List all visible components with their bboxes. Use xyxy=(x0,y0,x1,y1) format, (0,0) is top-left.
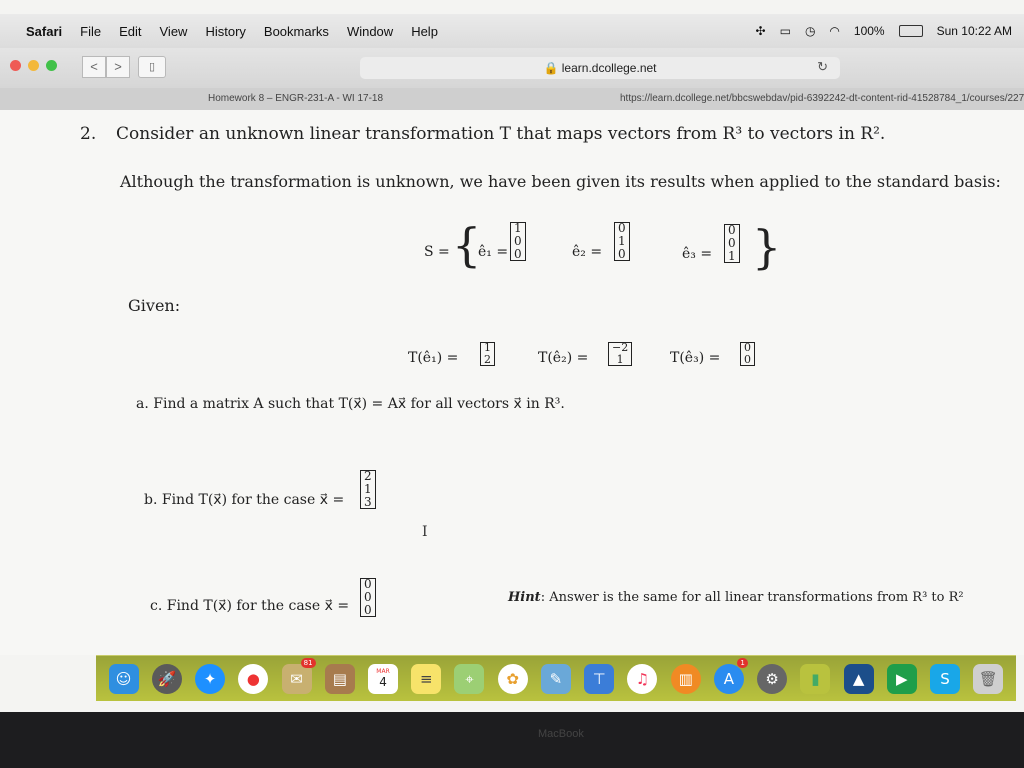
zoom-window-button[interactable] xyxy=(46,60,57,71)
part-c-entry: 0 xyxy=(364,590,372,604)
t3-entry: 0 xyxy=(744,353,751,366)
window-controls xyxy=(10,60,57,71)
dock xyxy=(96,655,1016,701)
e3-entry: 0 xyxy=(728,236,736,250)
e1-entry: 0 xyxy=(514,247,522,261)
question-title: Consider an unknown linear transformation T that maps vectors from R³ to vectors in R². xyxy=(116,124,886,144)
text-cursor-icon: I xyxy=(422,524,428,540)
time-machine-icon[interactable]: ◷ xyxy=(804,24,816,38)
part-a-text: a. Find a matrix A such that T(x⃗) = Ax⃗ for all vectors x⃗ in R³. xyxy=(136,396,565,412)
wifi-icon[interactable]: ◠ xyxy=(829,24,840,38)
menu-help[interactable]: Help xyxy=(411,23,438,39)
t3-entry: 0 xyxy=(744,341,751,354)
skype-icon[interactable]: S xyxy=(930,664,960,694)
t2-vector xyxy=(608,342,632,366)
notes-icon[interactable]: ≡ xyxy=(411,664,441,694)
hint xyxy=(508,590,964,605)
battery-icon[interactable] xyxy=(899,25,923,37)
open-brace-icon: { xyxy=(452,218,482,272)
menu-bookmarks[interactable]: Bookmarks xyxy=(263,23,329,39)
status-area xyxy=(756,14,1012,48)
part-b-entry: 2 xyxy=(364,469,372,483)
page-content xyxy=(0,110,1024,655)
e1-vector xyxy=(510,222,526,261)
battery-percent: 100% xyxy=(853,24,885,38)
e1-entry: 1 xyxy=(514,221,522,235)
macbook-label: MacBook xyxy=(538,728,584,740)
question-number: 2. xyxy=(80,124,97,144)
part-b-entry: 1 xyxy=(364,482,372,496)
e2-entry: 0 xyxy=(618,247,626,261)
t1-entry: 2 xyxy=(484,353,491,366)
t1-vector xyxy=(480,342,495,366)
e3-label: ê₃ = xyxy=(682,246,713,262)
matlab-icon[interactable]: ▲ xyxy=(844,664,874,694)
part-b-vector xyxy=(360,470,376,509)
part-c-vector xyxy=(360,578,376,617)
browser-toolbar xyxy=(0,48,1024,89)
app-store-badge: 1 xyxy=(737,658,747,668)
calendar-day: 4 xyxy=(379,675,387,689)
address-text: learn.dcollege.net xyxy=(561,61,657,75)
launchpad-icon[interactable]: 🚀 xyxy=(152,664,182,694)
close-window-button[interactable] xyxy=(10,60,21,71)
mail-icon[interactable]: ✉ 81 xyxy=(282,664,312,694)
mail-badge: 81 xyxy=(301,658,316,668)
question-intro: Although the transformation is unknown, we have been given its results when applied to the standard basis: xyxy=(120,172,1001,191)
e2-label: ê₂ = xyxy=(572,244,603,260)
part-c-entry: 0 xyxy=(364,577,372,591)
part-c-text: c. Find T(x⃗) for the case x⃗ = xyxy=(150,598,350,614)
e2-vector xyxy=(614,222,630,261)
part-c-entry: 0 xyxy=(364,603,372,617)
safari-icon[interactable]: ✦ xyxy=(195,664,225,694)
menu-history[interactable]: History xyxy=(205,23,246,39)
clock[interactable]: Sun 10:22 AM xyxy=(936,24,1012,38)
calendar-icon[interactable] xyxy=(368,664,398,694)
part-b-text: b. Find T(x⃗) for the case x⃗ = xyxy=(144,492,345,508)
dropbox-icon[interactable]: ✣ xyxy=(755,24,766,38)
e3-entry: 0 xyxy=(728,223,736,237)
minimize-window-button[interactable] xyxy=(28,60,39,71)
e3-entry: 1 xyxy=(728,249,736,263)
t2-entry: −2 xyxy=(612,341,629,354)
keynote-icon[interactable]: ⊤ xyxy=(584,664,614,694)
photos-icon[interactable]: ✿ xyxy=(498,664,528,694)
facetime-icon[interactable]: ▶ xyxy=(887,664,917,694)
tab-pdf-url[interactable]: https://learn.dcollege.net/bbcswebdav/pid-6392242-dt-content-rid-41528784_1/courses/227 xyxy=(620,93,1024,104)
contacts-icon[interactable]: ▤ xyxy=(325,664,355,694)
forward-button[interactable]: > xyxy=(106,56,130,78)
menu-bar xyxy=(0,14,1024,48)
lock-icon: 🔒 xyxy=(543,61,562,75)
trash-icon[interactable]: 🗑 xyxy=(973,664,1003,694)
menu-view[interactable]: View xyxy=(159,23,188,39)
e3-vector xyxy=(724,224,740,263)
t1-entry: 1 xyxy=(484,341,491,354)
tab-homework[interactable]: Homework 8 – ENGR-231-A - WI 17-18 xyxy=(208,93,384,104)
e1-label: ê₁ = xyxy=(478,244,509,260)
back-button[interactable]: < xyxy=(82,56,106,78)
airplay-icon[interactable]: ▭ xyxy=(779,24,791,38)
t2-entry: 1 xyxy=(616,353,624,366)
t1-label: T(ê₁) = xyxy=(408,350,459,366)
navigation-buttons xyxy=(82,56,130,78)
hint-text: : Answer is the same for all linear transformations from R³ to R² xyxy=(540,590,964,605)
t3-vector xyxy=(740,342,755,366)
e2-entry: 0 xyxy=(618,221,626,235)
app-store-icon[interactable]: A 1 xyxy=(714,664,744,694)
menu-edit[interactable]: Edit xyxy=(119,23,142,39)
given-label: Given: xyxy=(128,296,181,315)
close-brace-icon: } xyxy=(752,220,782,274)
part-b-entry: 3 xyxy=(364,495,372,509)
hint-label: Hint xyxy=(508,590,541,605)
finder-icon[interactable]: ☺ xyxy=(109,664,139,694)
ibooks-icon[interactable]: ▥ xyxy=(671,664,701,694)
t3-label: T(ê₃) = xyxy=(670,350,721,366)
sidebar-toggle-icon[interactable]: ▯ xyxy=(138,56,166,78)
charts-app-icon[interactable]: ▮ xyxy=(800,664,830,694)
preview-icon[interactable]: ✎ xyxy=(541,664,571,694)
menu-app-name[interactable]: Safari xyxy=(26,23,63,39)
menu-window[interactable]: Window xyxy=(346,23,394,39)
basis-label: S = xyxy=(424,244,450,260)
calendar-month: MAR xyxy=(376,668,390,675)
e1-entry: 0 xyxy=(514,234,522,248)
chrome-icon[interactable]: ● xyxy=(238,664,268,694)
reload-icon[interactable]: ↻ xyxy=(817,59,828,74)
itunes-icon[interactable]: ♫ xyxy=(627,664,657,694)
address-bar[interactable] xyxy=(360,57,840,79)
e2-entry: 1 xyxy=(618,234,626,248)
maps-icon[interactable]: ⌖ xyxy=(454,664,484,694)
system-preferences-icon[interactable]: ⚙ xyxy=(757,664,787,694)
t2-label: T(ê₂) = xyxy=(538,350,589,366)
tab-bar xyxy=(0,88,1024,110)
menu-file[interactable]: File xyxy=(80,23,102,39)
